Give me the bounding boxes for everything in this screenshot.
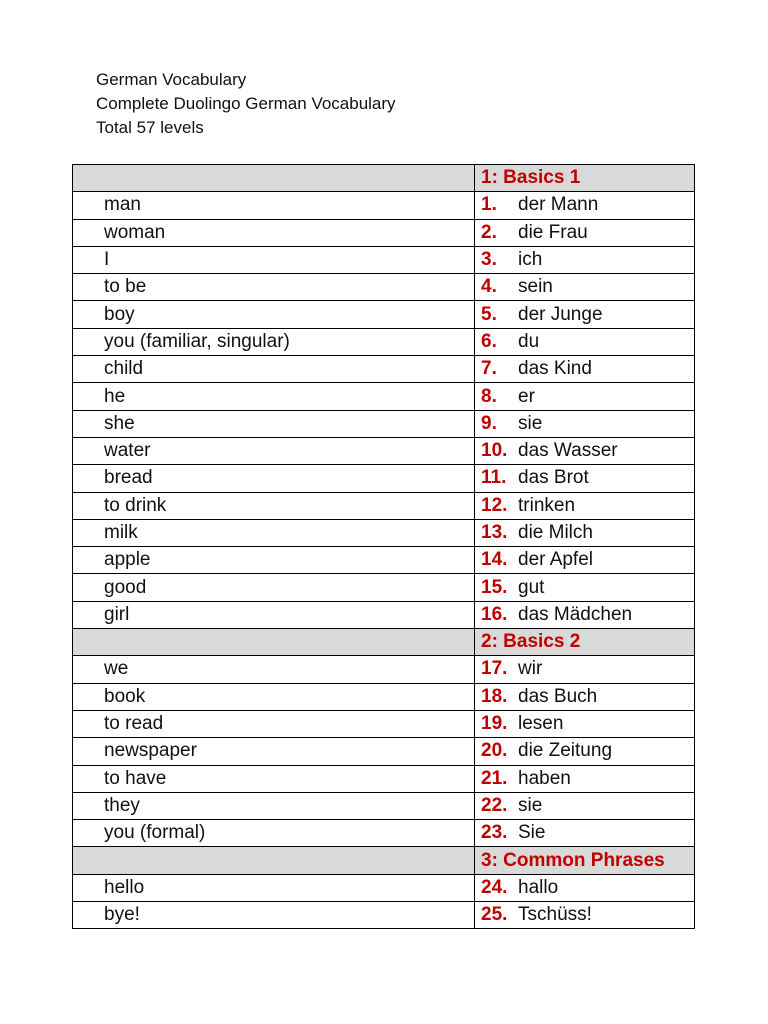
german-cell (475, 219, 695, 246)
german-word: trinken (518, 494, 576, 516)
english-word: hello (73, 874, 475, 901)
german-cell (475, 246, 695, 273)
german-cell (475, 874, 695, 901)
english-word: to read (73, 710, 475, 737)
section-title: 3: Common Phrases (481, 849, 665, 871)
german-cell (475, 820, 695, 847)
german-word: Sie (518, 822, 546, 844)
german-cell (475, 328, 695, 355)
vocab-row (73, 246, 695, 273)
word-number: 25. (481, 904, 508, 926)
english-word: boy (73, 301, 475, 328)
english-word: man (73, 192, 475, 219)
word-number: 6. (481, 330, 497, 352)
english-word: newspaper (73, 738, 475, 765)
english-word: child (73, 356, 475, 383)
vocab-row (73, 492, 695, 519)
english-word: he (73, 383, 475, 410)
german-cell (475, 902, 695, 929)
german-cell (475, 465, 695, 492)
word-number: 19. (481, 713, 508, 735)
word-number: 24. (481, 876, 508, 898)
document-header (96, 68, 396, 140)
english-word: woman (73, 219, 475, 246)
vocab-row (73, 710, 695, 737)
section-title-cell (475, 629, 695, 656)
word-number: 8. (481, 385, 497, 407)
vocab-row (73, 820, 695, 847)
word-number: 4. (481, 276, 497, 298)
section-title: 2: Basics 2 (481, 631, 581, 653)
german-cell (475, 765, 695, 792)
german-word: die Milch (518, 522, 593, 543)
german-word: der Junge (518, 303, 603, 325)
word-number: 12. (481, 494, 508, 516)
german-word: das Brot (518, 467, 589, 489)
german-word: er (518, 385, 535, 407)
vocab-row (73, 765, 695, 792)
word-number: 14. (481, 549, 508, 571)
english-word: girl (73, 601, 475, 628)
vocab-row (73, 874, 695, 901)
german-word: das Kind (518, 358, 592, 380)
vocab-row (73, 519, 695, 546)
english-word: water (73, 437, 475, 464)
english-word: to have (73, 765, 475, 792)
level-count: Total 57 levels (96, 118, 204, 137)
english-word: bread (73, 465, 475, 492)
vocab-row (73, 356, 695, 383)
vocab-row (73, 410, 695, 437)
german-cell (475, 274, 695, 301)
word-number: 13. (481, 522, 508, 543)
vocab-row (73, 437, 695, 464)
german-word: die Frau (518, 221, 588, 243)
word-number: 11. (481, 467, 507, 489)
vocab-row (73, 902, 695, 929)
german-cell (475, 437, 695, 464)
english-word: to be (73, 274, 475, 301)
german-cell (475, 738, 695, 765)
vocabulary-table (72, 164, 695, 929)
english-word: to drink (73, 492, 475, 519)
document-subtitle: Complete Duolingo German Vocabulary (96, 94, 396, 113)
german-word: lesen (518, 713, 564, 735)
english-word: she (73, 410, 475, 437)
german-cell (475, 410, 695, 437)
german-cell (475, 301, 695, 328)
vocab-row (73, 383, 695, 410)
english-word: apple (73, 547, 475, 574)
english-word: milk (73, 519, 475, 546)
german-word: Tschüss! (518, 904, 592, 926)
section-empty-cell (73, 165, 475, 192)
section-title: 1: Basics 1 (481, 167, 581, 189)
vocab-row (73, 547, 695, 574)
vocabulary-table-body (73, 165, 695, 929)
word-number: 7. (481, 358, 497, 380)
english-word: book (73, 683, 475, 710)
german-word: gut (518, 576, 545, 598)
german-cell (475, 547, 695, 574)
vocab-row (73, 219, 695, 246)
german-word: sie (518, 412, 543, 434)
vocab-row (73, 574, 695, 601)
english-word: we (73, 656, 475, 683)
german-word: wir (518, 658, 543, 680)
german-cell (475, 792, 695, 819)
vocab-row (73, 328, 695, 355)
word-number: 23. (481, 822, 508, 844)
german-cell (475, 574, 695, 601)
english-word: I (73, 246, 475, 273)
word-number: 15. (481, 576, 508, 598)
word-number: 21. (481, 767, 508, 789)
section-title-cell (475, 847, 695, 874)
vocab-row (73, 738, 695, 765)
german-word: der Apfel (518, 549, 593, 571)
german-word: hallo (518, 876, 559, 898)
german-cell (475, 601, 695, 628)
vocab-row (73, 192, 695, 219)
vocab-row (73, 683, 695, 710)
german-cell (475, 656, 695, 683)
german-cell (475, 383, 695, 410)
word-number: 9. (481, 412, 497, 434)
english-word: bye! (73, 902, 475, 929)
vocab-row (73, 465, 695, 492)
german-cell (475, 356, 695, 383)
english-word: you (formal) (73, 820, 475, 847)
german-word: das Buch (518, 685, 598, 707)
german-cell (475, 710, 695, 737)
german-cell (475, 683, 695, 710)
german-word: du (518, 330, 540, 352)
word-number: 17. (481, 658, 508, 680)
vocab-row (73, 601, 695, 628)
document-title: German Vocabulary (96, 70, 247, 89)
word-number: 18. (481, 685, 508, 707)
german-word: der Mann (518, 194, 599, 216)
german-word: das Mädchen (518, 603, 633, 625)
word-number: 2. (481, 221, 497, 243)
english-word: good (73, 574, 475, 601)
german-word: das Wasser (518, 440, 618, 462)
word-number: 5. (481, 303, 497, 325)
word-number: 1. (481, 194, 497, 216)
english-word: they (73, 792, 475, 819)
section-header-row (73, 847, 695, 874)
word-number: 22. (481, 794, 508, 816)
english-word: you (familiar, singular) (73, 328, 475, 355)
german-cell (475, 492, 695, 519)
vocab-row (73, 274, 695, 301)
vocab-row (73, 792, 695, 819)
section-header-row (73, 165, 695, 192)
german-cell (475, 192, 695, 219)
german-word: haben (518, 767, 571, 789)
word-number: 10. (481, 440, 508, 462)
word-number: 16. (481, 603, 508, 625)
german-word: sie (518, 794, 543, 816)
german-cell (475, 519, 695, 546)
section-header-row (73, 629, 695, 656)
german-word: sein (518, 276, 553, 298)
german-word: ich (518, 249, 543, 271)
german-word: die Zeitung (518, 740, 613, 762)
section-empty-cell (73, 847, 475, 874)
vocab-row (73, 656, 695, 683)
vocab-row (73, 301, 695, 328)
word-number: 3. (481, 249, 497, 271)
section-title-cell (475, 165, 695, 192)
word-number: 20. (481, 740, 508, 762)
section-empty-cell (73, 629, 475, 656)
